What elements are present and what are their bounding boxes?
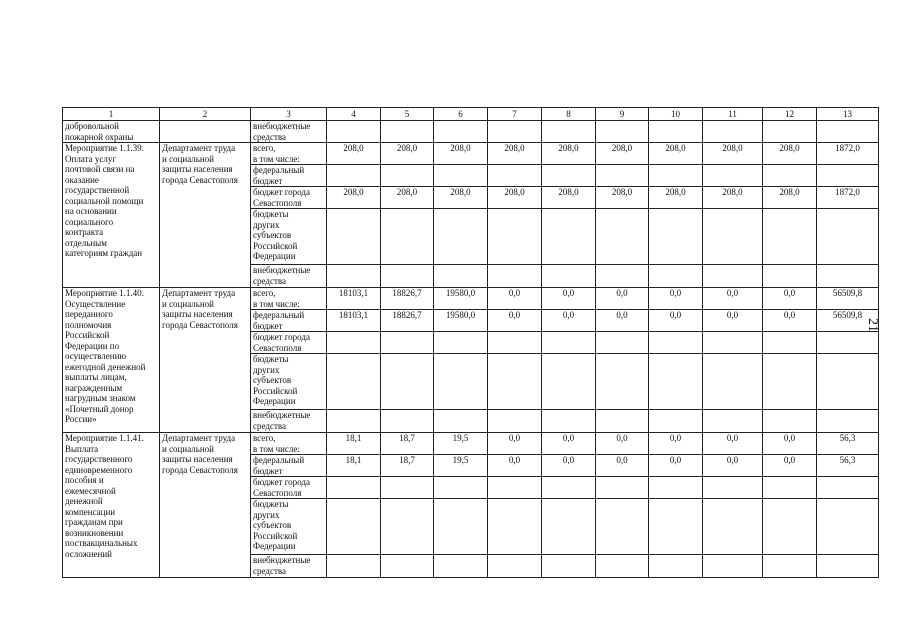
value-cell bbox=[488, 354, 542, 410]
value-cell: 0,0 bbox=[488, 433, 542, 455]
value-cell: 56,3 bbox=[817, 455, 879, 477]
value-cell bbox=[434, 265, 488, 288]
value-cell bbox=[542, 265, 596, 288]
value-cell bbox=[488, 555, 542, 578]
measure-cell: добровольной пожарной охраны bbox=[63, 121, 160, 143]
value-cell bbox=[488, 209, 542, 265]
value-cell bbox=[381, 265, 434, 288]
source-cell: бюджет города Севастополя bbox=[251, 187, 327, 209]
value-cell bbox=[434, 332, 488, 354]
column-header: 5 bbox=[381, 108, 434, 121]
column-header: 3 bbox=[251, 108, 327, 121]
value-cell bbox=[488, 499, 542, 555]
value-cell bbox=[596, 332, 649, 354]
column-header: 11 bbox=[703, 108, 763, 121]
value-cell bbox=[763, 165, 817, 187]
value-cell bbox=[488, 265, 542, 288]
value-cell bbox=[763, 265, 817, 288]
value-cell: 0,0 bbox=[649, 455, 703, 477]
value-cell bbox=[381, 555, 434, 578]
column-header: 13 bbox=[817, 108, 879, 121]
value-cell: 1872,0 bbox=[817, 187, 879, 209]
source-cell: бюджеты других субъектов Российской Федерации bbox=[251, 354, 327, 410]
value-cell: 208,0 bbox=[488, 187, 542, 209]
value-cell bbox=[434, 165, 488, 187]
value-cell bbox=[488, 165, 542, 187]
table-row bbox=[63, 288, 879, 310]
source-cell: федеральный бюджет bbox=[251, 310, 327, 332]
value-cell: 0,0 bbox=[596, 455, 649, 477]
value-cell bbox=[434, 477, 488, 499]
source-cell: всего, в том числе: bbox=[251, 433, 327, 455]
value-cell: 18,7 bbox=[381, 455, 434, 477]
value-cell: 208,0 bbox=[327, 143, 381, 165]
value-cell bbox=[381, 332, 434, 354]
value-cell: 0,0 bbox=[763, 310, 817, 332]
measure-cell: Мероприятие 1.1.39. Оплата услуг почтовой связи на оказание государственной социальной помощи на основании социального контракта отдельным категориям граждан bbox=[63, 143, 160, 288]
value-cell bbox=[381, 165, 434, 187]
value-cell bbox=[434, 555, 488, 578]
value-cell: 208,0 bbox=[434, 187, 488, 209]
executor-cell bbox=[160, 121, 251, 143]
value-cell: 0,0 bbox=[703, 310, 763, 332]
value-cell bbox=[596, 410, 649, 433]
value-cell bbox=[596, 354, 649, 410]
measure-cell: Мероприятие 1.1.41. Выплата государственного единовременного пособия и ежемесячной денежной компенсации гражданам при возникновении поствакцинальных осложнений bbox=[63, 433, 160, 578]
value-cell bbox=[434, 410, 488, 433]
value-cell: 208,0 bbox=[381, 143, 434, 165]
value-cell bbox=[434, 354, 488, 410]
value-cell: 208,0 bbox=[763, 187, 817, 209]
column-header: 2 bbox=[160, 108, 251, 121]
column-number-row bbox=[63, 108, 879, 121]
value-cell: 0,0 bbox=[649, 288, 703, 310]
value-cell: 56,3 bbox=[817, 433, 879, 455]
value-cell: 18826,7 bbox=[381, 288, 434, 310]
value-cell bbox=[327, 354, 381, 410]
source-cell: всего, в том числе: bbox=[251, 143, 327, 165]
value-cell bbox=[596, 477, 649, 499]
value-cell bbox=[327, 410, 381, 433]
value-cell: 0,0 bbox=[488, 288, 542, 310]
column-header: 1 bbox=[63, 108, 160, 121]
value-cell: 208,0 bbox=[596, 143, 649, 165]
value-cell: 0,0 bbox=[596, 433, 649, 455]
value-cell bbox=[763, 555, 817, 578]
column-header: 9 bbox=[596, 108, 649, 121]
value-cell bbox=[763, 354, 817, 410]
value-cell: 208,0 bbox=[327, 187, 381, 209]
value-cell: 208,0 bbox=[488, 143, 542, 165]
column-header: 6 bbox=[434, 108, 488, 121]
value-cell bbox=[596, 555, 649, 578]
value-cell: 208,0 bbox=[542, 187, 596, 209]
value-cell bbox=[649, 410, 703, 433]
value-cell bbox=[327, 265, 381, 288]
source-cell: внебюджетные средства bbox=[251, 265, 327, 288]
value-cell bbox=[703, 165, 763, 187]
value-cell bbox=[542, 165, 596, 187]
value-cell bbox=[327, 477, 381, 499]
value-cell: 0,0 bbox=[703, 288, 763, 310]
value-cell bbox=[703, 265, 763, 288]
value-cell bbox=[817, 265, 879, 288]
measure-cell: Мероприятие 1.1.40. Осуществление переданного полномочия Российской Федерации по осуществлению ежегодной денежной выплаты лицам, награжденным нагрудным знаком «Почетный донор России» bbox=[63, 288, 160, 433]
value-cell bbox=[488, 332, 542, 354]
value-cell: 208,0 bbox=[703, 187, 763, 209]
value-cell: 0,0 bbox=[763, 288, 817, 310]
value-cell: 0,0 bbox=[763, 433, 817, 455]
value-cell bbox=[596, 165, 649, 187]
value-cell bbox=[649, 477, 703, 499]
value-cell: 208,0 bbox=[596, 187, 649, 209]
value-cell: 0,0 bbox=[542, 288, 596, 310]
value-cell bbox=[649, 555, 703, 578]
value-cell bbox=[817, 555, 879, 578]
value-cell: 0,0 bbox=[488, 455, 542, 477]
value-cell bbox=[542, 499, 596, 555]
value-cell bbox=[649, 165, 703, 187]
value-cell bbox=[703, 555, 763, 578]
value-cell: 208,0 bbox=[649, 143, 703, 165]
value-cell bbox=[488, 477, 542, 499]
column-header: 7 bbox=[488, 108, 542, 121]
value-cell: 208,0 bbox=[434, 143, 488, 165]
value-cell: 18826,7 bbox=[381, 310, 434, 332]
source-cell: бюджеты других субъектов Российской Федерации bbox=[251, 499, 327, 555]
source-cell: бюджет города Севастополя bbox=[251, 477, 327, 499]
value-cell: 56509,8 bbox=[817, 288, 879, 310]
value-cell: 1872,0 bbox=[817, 143, 879, 165]
value-cell: 18,1 bbox=[327, 433, 381, 455]
value-cell: 0,0 bbox=[703, 455, 763, 477]
value-cell bbox=[596, 265, 649, 288]
value-cell bbox=[703, 477, 763, 499]
value-cell: 0,0 bbox=[649, 310, 703, 332]
value-cell bbox=[327, 555, 381, 578]
value-cell: 18,7 bbox=[381, 433, 434, 455]
value-cell bbox=[817, 332, 879, 354]
value-cell: 0,0 bbox=[596, 310, 649, 332]
source-cell: бюджет города Севастополя bbox=[251, 332, 327, 354]
value-cell: 19,5 bbox=[434, 455, 488, 477]
value-cell bbox=[542, 209, 596, 265]
table-body bbox=[63, 121, 879, 578]
value-cell bbox=[763, 499, 817, 555]
source-cell: внебюджетные средства bbox=[251, 555, 327, 578]
value-cell bbox=[649, 209, 703, 265]
value-cell bbox=[327, 499, 381, 555]
source-cell: бюджеты других субъектов Российской Федерации bbox=[251, 209, 327, 265]
value-cell: 0,0 bbox=[763, 455, 817, 477]
value-cell bbox=[381, 354, 434, 410]
value-cell bbox=[381, 410, 434, 433]
value-cell: 18,1 bbox=[327, 455, 381, 477]
value-cell: 0,0 bbox=[649, 433, 703, 455]
value-cell: 19580,0 bbox=[434, 310, 488, 332]
value-cell: 18103,1 bbox=[327, 310, 381, 332]
value-cell: 0,0 bbox=[703, 433, 763, 455]
value-cell: 0,0 bbox=[542, 310, 596, 332]
value-cell: 19580,0 bbox=[434, 288, 488, 310]
value-cell: 208,0 bbox=[542, 143, 596, 165]
value-cell bbox=[703, 499, 763, 555]
source-cell: всего, в том числе: bbox=[251, 288, 327, 310]
value-cell bbox=[817, 354, 879, 410]
value-cell: 0,0 bbox=[488, 310, 542, 332]
value-cell bbox=[763, 209, 817, 265]
executor-cell: Департамент труда и социальной защиты населения города Севастополя bbox=[160, 143, 251, 288]
value-cell bbox=[817, 165, 879, 187]
value-cell: 0,0 bbox=[542, 433, 596, 455]
value-cell bbox=[817, 499, 879, 555]
column-header: 8 bbox=[542, 108, 596, 121]
value-cell bbox=[542, 477, 596, 499]
value-cell bbox=[327, 209, 381, 265]
value-cell bbox=[703, 209, 763, 265]
value-cell bbox=[649, 265, 703, 288]
value-cell: 208,0 bbox=[381, 187, 434, 209]
page-number: 21 bbox=[865, 318, 880, 332]
source-cell: федеральный бюджет bbox=[251, 455, 327, 477]
value-cell: 19,5 bbox=[434, 433, 488, 455]
continued-row bbox=[63, 121, 879, 143]
executor-cell: Департамент труда и социальной защиты населения города Севастополя bbox=[160, 433, 251, 578]
value-cell bbox=[649, 332, 703, 354]
value-cell bbox=[381, 499, 434, 555]
value-cell bbox=[542, 410, 596, 433]
value-cell bbox=[703, 332, 763, 354]
value-cell bbox=[542, 555, 596, 578]
value-cell bbox=[327, 165, 381, 187]
value-cell bbox=[434, 209, 488, 265]
value-cell bbox=[649, 499, 703, 555]
value-cell bbox=[488, 410, 542, 433]
value-cell bbox=[542, 354, 596, 410]
value-cell bbox=[817, 209, 879, 265]
column-header: 4 bbox=[327, 108, 381, 121]
value-cell bbox=[763, 410, 817, 433]
value-cell bbox=[596, 499, 649, 555]
table-row bbox=[63, 143, 879, 165]
value-cell bbox=[381, 209, 434, 265]
column-header: 12 bbox=[763, 108, 817, 121]
value-cell: 56509,8 bbox=[817, 310, 879, 332]
value-cell bbox=[649, 354, 703, 410]
value-cell: 0,0 bbox=[596, 288, 649, 310]
value-cell bbox=[381, 477, 434, 499]
value-cell: 0,0 bbox=[542, 455, 596, 477]
column-header: 10 bbox=[649, 108, 703, 121]
value-cell: 208,0 bbox=[703, 143, 763, 165]
value-cell bbox=[817, 410, 879, 433]
table-row bbox=[63, 433, 879, 455]
source-cell: внебюджетные средства bbox=[251, 121, 327, 143]
value-cell bbox=[817, 477, 879, 499]
value-cell bbox=[763, 332, 817, 354]
value-cell: 208,0 bbox=[763, 143, 817, 165]
source-cell: внебюджетные средства bbox=[251, 410, 327, 433]
value-cell: 18103,1 bbox=[327, 288, 381, 310]
value-cell bbox=[703, 410, 763, 433]
value-cell bbox=[327, 332, 381, 354]
funding-table bbox=[62, 107, 879, 578]
source-cell: федеральный бюджет bbox=[251, 165, 327, 187]
value-cell bbox=[434, 499, 488, 555]
value-cell: 208,0 bbox=[649, 187, 703, 209]
value-cell bbox=[596, 209, 649, 265]
value-cell bbox=[703, 354, 763, 410]
executor-cell: Департамент труда и социальной защиты населения города Севастополя bbox=[160, 288, 251, 433]
value-cell bbox=[542, 332, 596, 354]
value-cell bbox=[763, 477, 817, 499]
